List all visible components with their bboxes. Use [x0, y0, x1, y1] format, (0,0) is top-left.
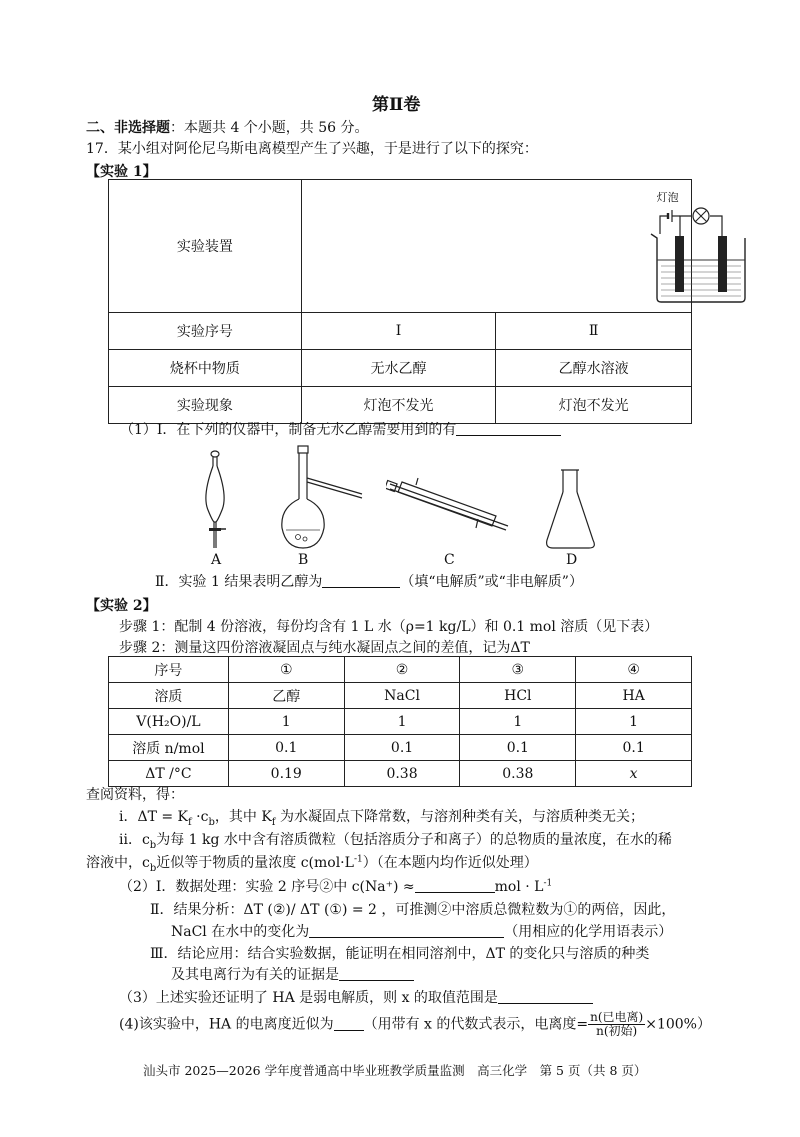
table-row [109, 735, 692, 761]
row-head: 烧杯中物质 [109, 350, 302, 387]
q2-part2-hint: （用相应的化学用语表示） [504, 924, 673, 940]
ref-ii-text: 为每 1 kg 水中含有溶质微粒（包括溶质分子和离子）的总物质的量浓度，在水的稀 [156, 832, 672, 848]
q2-part1 [119, 876, 552, 896]
q4 [119, 1011, 711, 1038]
cell: 0.19 [228, 761, 344, 787]
q2-part2-text: NaCl 在水中的变化为 [171, 924, 310, 940]
conical-flask-icon [541, 468, 603, 554]
ref-i-text: ·c [191, 809, 209, 825]
row-head: 溶质 [109, 683, 229, 709]
column-header: ② [344, 657, 460, 683]
exp2-table [108, 656, 692, 787]
section-title: 第Ⅱ卷 [372, 95, 421, 115]
q4-text: (4)该实验中，HA 的电离度近似为 [119, 1016, 334, 1033]
q4-hint: （用带有 x 的代数式表示，电离度= [363, 1016, 589, 1033]
superscript: -1 [543, 878, 553, 889]
q3-text: （3）上述实验还证明了 HA 是弱电解质，则 x 的取值范围是 [119, 990, 498, 1006]
cell: x [576, 761, 692, 787]
ref-i-text: ，其中 K [214, 809, 272, 825]
exp2-step1: 步骤 1：配制 4 份溶液，每份均含有 1 L 水（ρ=1 kg/L）和 0.1 mol 溶质（见下表） [119, 619, 659, 635]
subscript: b [208, 816, 215, 828]
ref-i [119, 806, 644, 828]
part2-label: 二、非选择题 [86, 120, 170, 136]
bulb-label: 灯泡 [656, 191, 679, 204]
row-head: 实验序号 [109, 313, 302, 350]
cell: I [301, 313, 496, 350]
q2-part1-unit: mol · L [494, 879, 544, 895]
table-row [109, 350, 692, 387]
cell: 1 [344, 709, 460, 735]
subscript: f [188, 816, 192, 828]
q4-tail: ×100%） [645, 1016, 711, 1033]
row-head: ΔT /°C [109, 761, 229, 787]
table-row [109, 683, 692, 709]
ref-ii-text: ）（在本题内均作近似处理） [362, 855, 538, 871]
ref-title: 查阅资料，得： [86, 787, 184, 803]
ionization-fraction [588, 1011, 645, 1038]
q3 [119, 987, 593, 1007]
cell: 0.1 [576, 735, 692, 761]
cell: 灯泡不发光 [496, 387, 692, 424]
cell: 0.38 [460, 761, 576, 787]
q2-part3-line1: Ⅲ．结论应用：结合实验数据，能证明在相同溶剂中，ΔT 的变化只与溶质的种类 [150, 946, 650, 962]
ref-ii-text: ii．c [119, 832, 150, 848]
conductivity-apparatus-icon [647, 194, 747, 304]
fraction-numerator: n(已电离) [590, 1010, 644, 1024]
table-header-row [109, 657, 692, 683]
apparatus-cell [301, 180, 691, 313]
q17-intro: 17．某小组对阿伦尼乌斯电离模型产生了兴趣，于是进行了以下的探究： [86, 141, 538, 157]
cell: 无水乙醇 [301, 350, 496, 387]
row-head: 溶质 n/mol [109, 735, 229, 761]
device-label: 实验装置 [109, 180, 302, 313]
answer-blank[interactable] [415, 878, 495, 893]
q1-part1-text: （1）Ⅰ．在下列的仪器中，制备无水乙醇需要用到的有 [120, 422, 457, 438]
table-row [109, 709, 692, 735]
cell: Ⅱ [496, 313, 692, 350]
cell: 0.1 [344, 735, 460, 761]
table-row [109, 313, 692, 350]
cell: HCl [460, 683, 576, 709]
exp1-table [108, 179, 692, 424]
answer-blank[interactable] [334, 1016, 364, 1031]
instrument-label-c: C [444, 552, 455, 568]
cell: 1 [576, 709, 692, 735]
fraction-denominator: n(初始) [596, 1024, 638, 1038]
row-head: 实验现象 [109, 387, 302, 424]
exp2-step2: 步骤 2：测量这四份溶液凝固点与纯水凝固点之间的差值，记为ΔT [119, 640, 530, 656]
q1-part2 [155, 571, 583, 591]
answer-blank[interactable] [456, 421, 561, 436]
cell: 乙醇 [228, 683, 344, 709]
column-header: ④ [576, 657, 692, 683]
ref-ii-text: 溶液中，c [86, 855, 150, 871]
q1-part2-text: Ⅱ．实验 1 结果表明乙醇为 [155, 574, 323, 590]
answer-blank[interactable] [498, 989, 593, 1004]
cell: 1 [460, 709, 576, 735]
part2-desc: ：本题共 4 个小题，共 56 分。 [170, 120, 369, 136]
instrument-label-d: D [566, 552, 578, 568]
part2-heading [86, 117, 369, 137]
cell: 乙醇水溶液 [496, 350, 692, 387]
cell: 0.38 [344, 761, 460, 787]
answer-blank[interactable] [322, 573, 400, 588]
column-header: 序号 [109, 657, 229, 683]
ref-ii [119, 829, 672, 851]
page-footer: 汕头市 2025—2026 学年度普通高中毕业班教学质量监测 高三化学 第 5 页（共 8 页） [143, 1063, 647, 1078]
cell: 灯泡不发光 [301, 387, 496, 424]
q2-part2-line1: Ⅱ．结果分析：ΔT (②)/ ΔT (①) = 2 ，可推测②中溶质总微粒数为①的两倍，因此， [150, 902, 676, 918]
q2-part3-line2 [171, 964, 414, 984]
row-head: V(H₂O)/L [109, 709, 229, 735]
subscript: b [149, 862, 157, 874]
cell: 0.1 [460, 735, 576, 761]
q2-part1-text: （2）Ⅰ．数据处理：实验 2 序号②中 c(Na⁺) ≈ [119, 879, 415, 895]
subscript: b [149, 839, 157, 851]
table-row [109, 761, 692, 787]
cell: 0.1 [228, 735, 344, 761]
instrument-label-a: A [211, 552, 222, 568]
distillation-flask-icon [278, 444, 364, 554]
table-row [109, 180, 692, 313]
answer-blank[interactable] [309, 923, 504, 938]
cell: HA [576, 683, 692, 709]
ref-ii-cont [86, 852, 538, 874]
instrument-label-b: B [298, 552, 309, 568]
column-header: ③ [460, 657, 576, 683]
ref-i-text: i．ΔT = K [119, 809, 189, 825]
ref-i-text: 为水凝固点下降常数，与溶剂种类有关，与溶质种类无关； [275, 809, 644, 825]
cell: NaCl [344, 683, 460, 709]
q1-part1 [120, 419, 561, 439]
ref-ii-text: 近似等于物质的量浓度 c(mol·L [156, 855, 354, 871]
q1-part2-hint: （填“电解质”或“非电解质”） [400, 574, 583, 590]
q2-part2-line2 [171, 921, 672, 941]
condenser-icon [386, 474, 516, 534]
superscript: -1 [353, 854, 363, 865]
exp2-label: 【实验 2】 [86, 598, 157, 614]
table-row [109, 387, 692, 424]
q2-part3-text: 及其电离行为有关的证据是 [171, 967, 339, 983]
column-header: ① [228, 657, 344, 683]
separatory-funnel-icon [194, 448, 240, 553]
cell: 1 [228, 709, 344, 735]
subscript: f [271, 816, 276, 828]
exp1-label: 【实验 1】 [86, 164, 157, 180]
answer-blank[interactable] [339, 966, 414, 981]
